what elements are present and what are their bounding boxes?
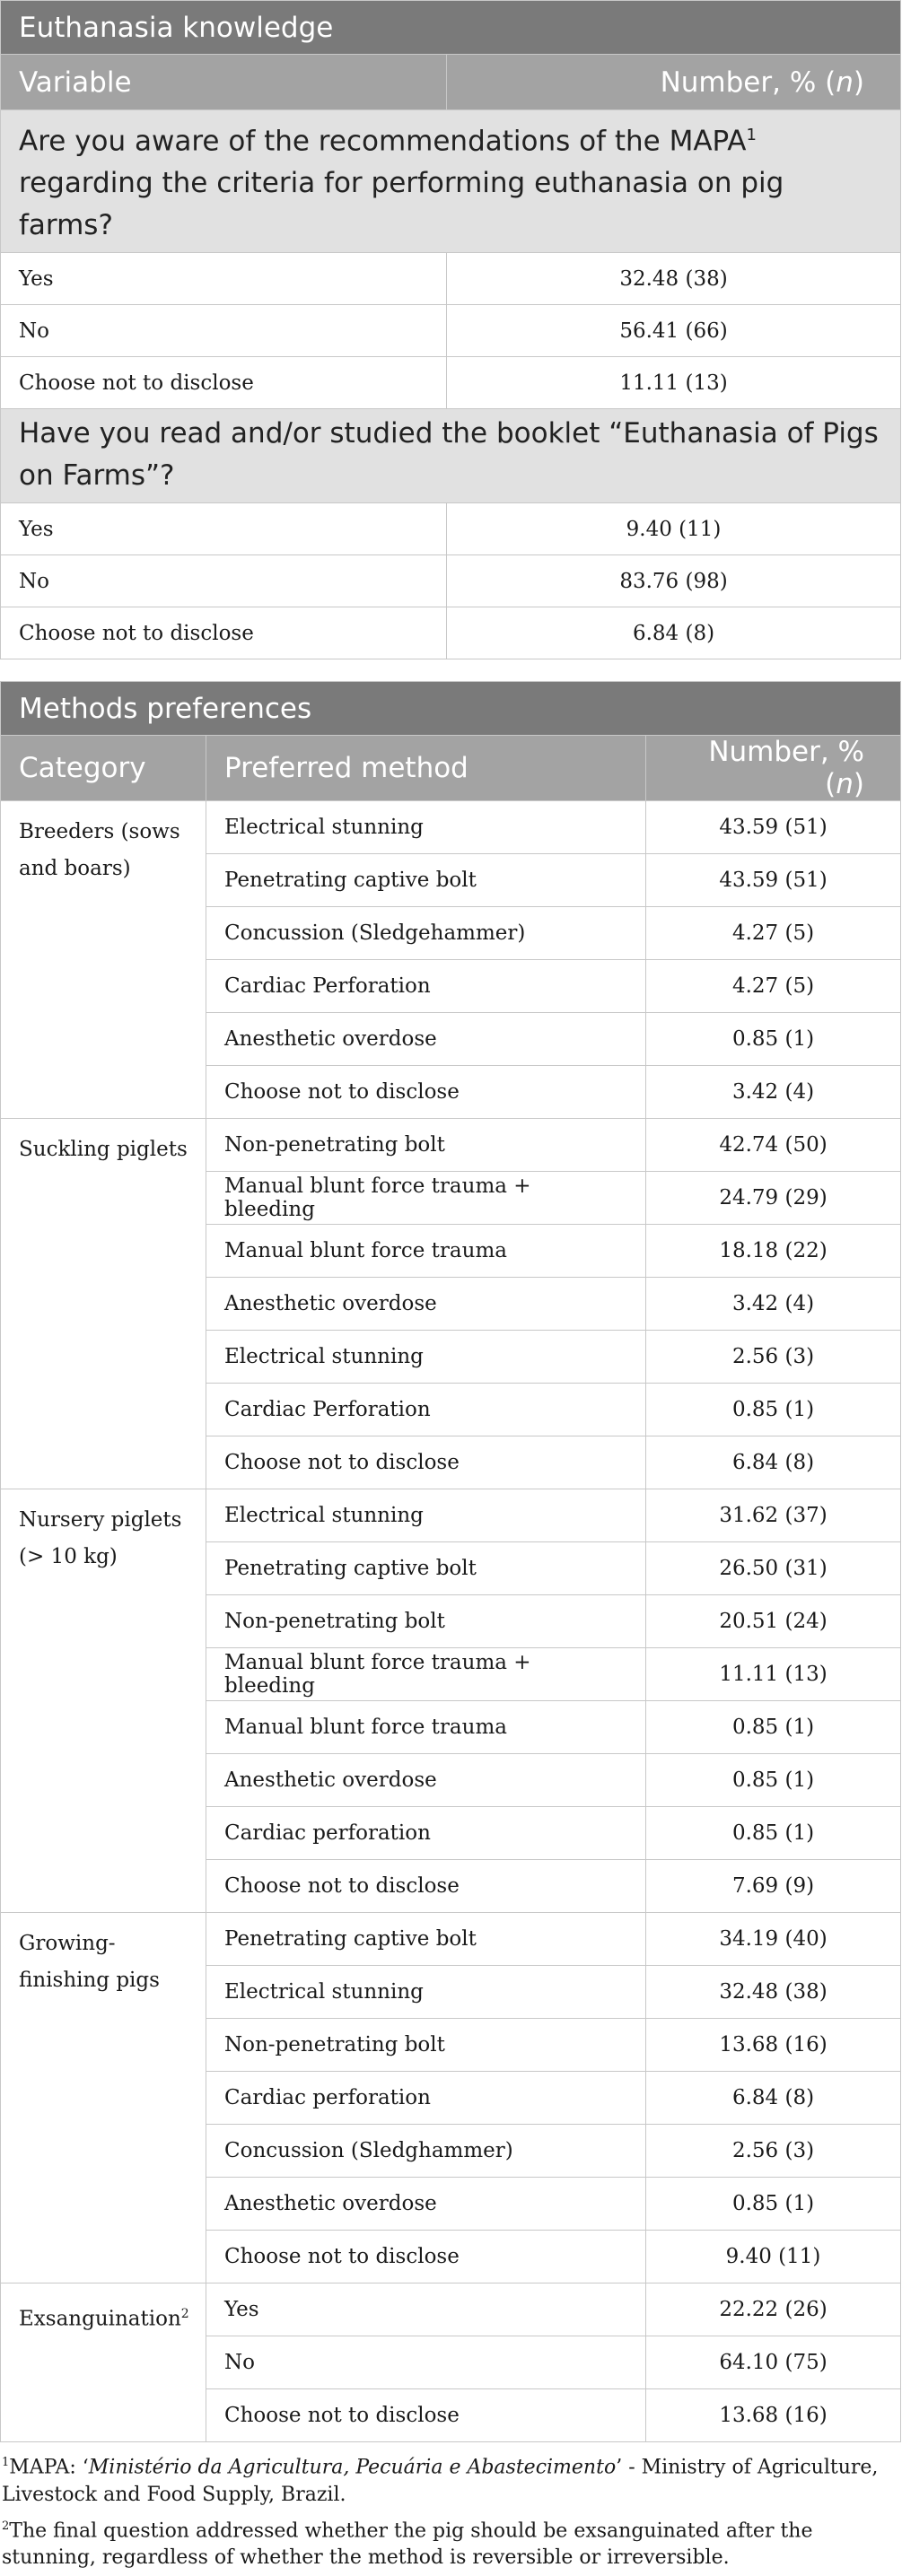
footnote xyxy=(2,2513,899,2572)
method-value: 64.10 (75) xyxy=(646,2336,901,2389)
table-row xyxy=(1,305,901,357)
method-label: Choose not to disclose xyxy=(206,2231,646,2283)
answer-value: 11.11 (13) xyxy=(447,357,901,409)
method-value: 43.59 (51) xyxy=(646,801,901,854)
method-label: Electrical stunning xyxy=(206,801,646,854)
method-value: 11.11 (13) xyxy=(646,1648,901,1701)
category-cell xyxy=(1,801,206,1119)
column-header-category: Category xyxy=(1,736,206,801)
knowledge-table-title: Euthanasia knowledge xyxy=(1,1,901,55)
category-cell xyxy=(1,1913,206,2283)
method-label: Choose not to disclose xyxy=(206,1436,646,1489)
method-value: 13.68 (16) xyxy=(646,2019,901,2072)
question-text xyxy=(1,409,901,503)
method-label: Penetrating captive bolt xyxy=(206,1542,646,1595)
category-cell xyxy=(1,2283,206,2442)
category-cell xyxy=(1,1119,206,1489)
answer-label: No xyxy=(1,305,447,357)
footnote xyxy=(2,2449,899,2508)
method-value: 0.85 (1) xyxy=(646,2178,901,2231)
table-row xyxy=(1,503,901,555)
method-value: 32.48 (38) xyxy=(646,1966,901,2019)
method-label: Concussion (Sledghammer) xyxy=(206,2125,646,2178)
method-value: 0.85 (1) xyxy=(646,1807,901,1860)
question-row xyxy=(1,110,901,253)
method-value: 31.62 (37) xyxy=(646,1489,901,1542)
column-header-number xyxy=(447,55,901,110)
method-value: 20.51 (24) xyxy=(646,1595,901,1648)
method-value: 43.59 (51) xyxy=(646,854,901,907)
answer-label: Yes xyxy=(1,253,447,305)
answer-label: No xyxy=(1,555,447,607)
methods-table-title: Methods preferences xyxy=(1,682,901,736)
method-value: 6.84 (8) xyxy=(646,2072,901,2125)
category-label: Suckling piglets xyxy=(19,1138,188,1162)
table-spacer xyxy=(0,659,900,681)
method-value: 22.22 (26) xyxy=(646,2283,901,2336)
question-text-main: Are you aware of the recommendations of the MAPA xyxy=(19,125,747,158)
category-cell xyxy=(1,1489,206,1913)
method-label: Anesthetic overdose xyxy=(206,1754,646,1807)
method-label: Anesthetic overdose xyxy=(206,1013,646,1066)
column-header-variable: Variable xyxy=(1,55,447,110)
footnote-text-end: ’ - Ministry of Agriculture, Livestock and Food Supply, Brazil. xyxy=(2,2456,879,2506)
footnotes xyxy=(0,2442,902,2572)
answer-value: 56.41 (66) xyxy=(447,305,901,357)
category-label: Nursery piglets (> 10 kg) xyxy=(19,1508,182,1569)
method-value: 6.84 (8) xyxy=(646,1436,901,1489)
method-label: Anesthetic overdose xyxy=(206,1278,646,1331)
answer-value: 6.84 (8) xyxy=(447,607,901,659)
column-header-number-text: Number, % (n) xyxy=(660,65,865,99)
footnote-number: 2 xyxy=(2,2519,10,2533)
method-value: 2.56 (3) xyxy=(646,2125,901,2178)
method-value: 26.50 (31) xyxy=(646,1542,901,1595)
category-label: Exsanguination xyxy=(19,2307,181,2331)
method-value: 0.85 (1) xyxy=(646,1701,901,1754)
method-value: 4.27 (5) xyxy=(646,907,901,960)
methods-table-body xyxy=(1,801,901,2442)
method-label: Penetrating captive bolt xyxy=(206,854,646,907)
question-text xyxy=(1,110,901,253)
method-label: Manual blunt force trauma + bleeding xyxy=(206,1648,646,1701)
footnote-italic: Ministério da Agricultura, Pecuária e Abastecimento xyxy=(88,2456,617,2479)
method-value: 0.85 (1) xyxy=(646,1013,901,1066)
table-row xyxy=(1,607,901,659)
category-label: Growing-finishing pigs xyxy=(19,1932,160,1993)
knowledge-table-body xyxy=(1,110,901,659)
method-label: Manual blunt force trauma + bleeding xyxy=(206,1172,646,1225)
method-label: Cardiac perforation xyxy=(206,1807,646,1860)
method-label: Non-penetrating bolt xyxy=(206,2019,646,2072)
table-row xyxy=(1,1119,901,1172)
method-value: 18.18 (22) xyxy=(646,1225,901,1278)
column-header-methods-number xyxy=(646,736,901,801)
knowledge-table xyxy=(0,0,901,659)
method-label: Electrical stunning xyxy=(206,1489,646,1542)
method-label: Choose not to disclose xyxy=(206,2389,646,2442)
method-value: 4.27 (5) xyxy=(646,960,901,1013)
method-label: No xyxy=(206,2336,646,2389)
answer-value: 32.48 (38) xyxy=(447,253,901,305)
question-text-rest: regarding the criteria for performing euthanasia on pig farms? xyxy=(19,167,784,242)
method-label: Non-penetrating bolt xyxy=(206,1119,646,1172)
footnote-text: The final question addressed whether the pig should be exsanguinated after the stunning, regardless of whether the method is reversible or irreversible. xyxy=(2,2519,813,2569)
table-row xyxy=(1,357,901,409)
method-value: 2.56 (3) xyxy=(646,1331,901,1384)
method-label: Cardiac Perforation xyxy=(206,1384,646,1436)
methods-table xyxy=(0,681,901,2442)
answer-value: 9.40 (11) xyxy=(447,503,901,555)
method-value: 24.79 (29) xyxy=(646,1172,901,1225)
answer-label: Choose not to disclose xyxy=(1,607,447,659)
method-value: 3.42 (4) xyxy=(646,1066,901,1119)
footnote-marker: 1 xyxy=(746,126,757,144)
method-label: Anesthetic overdose xyxy=(206,2178,646,2231)
question-text-main: Have you read and/or studied the booklet “Euthanasia of Pigs on Farms”? xyxy=(19,417,879,493)
table-row xyxy=(1,1489,901,1542)
answer-label: Choose not to disclose xyxy=(1,357,447,409)
column-header-methods-number-text: Number, % (n) xyxy=(708,736,865,801)
method-label: Concussion (Sledgehammer) xyxy=(206,907,646,960)
method-label: Penetrating captive bolt xyxy=(206,1913,646,1966)
answer-label: Yes xyxy=(1,503,447,555)
footnote-marker: 2 xyxy=(180,2307,189,2322)
answer-value: 83.76 (98) xyxy=(447,555,901,607)
method-label: Electrical stunning xyxy=(206,1331,646,1384)
method-value: 3.42 (4) xyxy=(646,1278,901,1331)
method-value: 9.40 (11) xyxy=(646,2231,901,2283)
method-value: 34.19 (40) xyxy=(646,1913,901,1966)
table-row xyxy=(1,2283,901,2336)
method-label: Yes xyxy=(206,2283,646,2336)
method-value: 7.69 (9) xyxy=(646,1860,901,1913)
method-value: 42.74 (50) xyxy=(646,1119,901,1172)
table-row xyxy=(1,1913,901,1966)
method-label: Cardiac Perforation xyxy=(206,960,646,1013)
footnote-text: MAPA: ‘ xyxy=(9,2456,89,2479)
table-row xyxy=(1,253,901,305)
method-label: Manual blunt force trauma xyxy=(206,1701,646,1754)
category-label: Breeders (sows and boars) xyxy=(19,820,180,881)
method-label: Cardiac perforation xyxy=(206,2072,646,2125)
method-value: 0.85 (1) xyxy=(646,1754,901,1807)
method-value: 0.85 (1) xyxy=(646,1384,901,1436)
column-header-preferred-method: Preferred method xyxy=(206,736,646,801)
method-label: Non-penetrating bolt xyxy=(206,1595,646,1648)
method-label: Choose not to disclose xyxy=(206,1066,646,1119)
footnote-number: 1 xyxy=(2,2456,10,2470)
method-label: Electrical stunning xyxy=(206,1966,646,2019)
method-label: Choose not to disclose xyxy=(206,1860,646,1913)
method-label: Manual blunt force trauma xyxy=(206,1225,646,1278)
table-row xyxy=(1,801,901,854)
method-value: 13.68 (16) xyxy=(646,2389,901,2442)
question-row xyxy=(1,409,901,503)
table-row xyxy=(1,555,901,607)
